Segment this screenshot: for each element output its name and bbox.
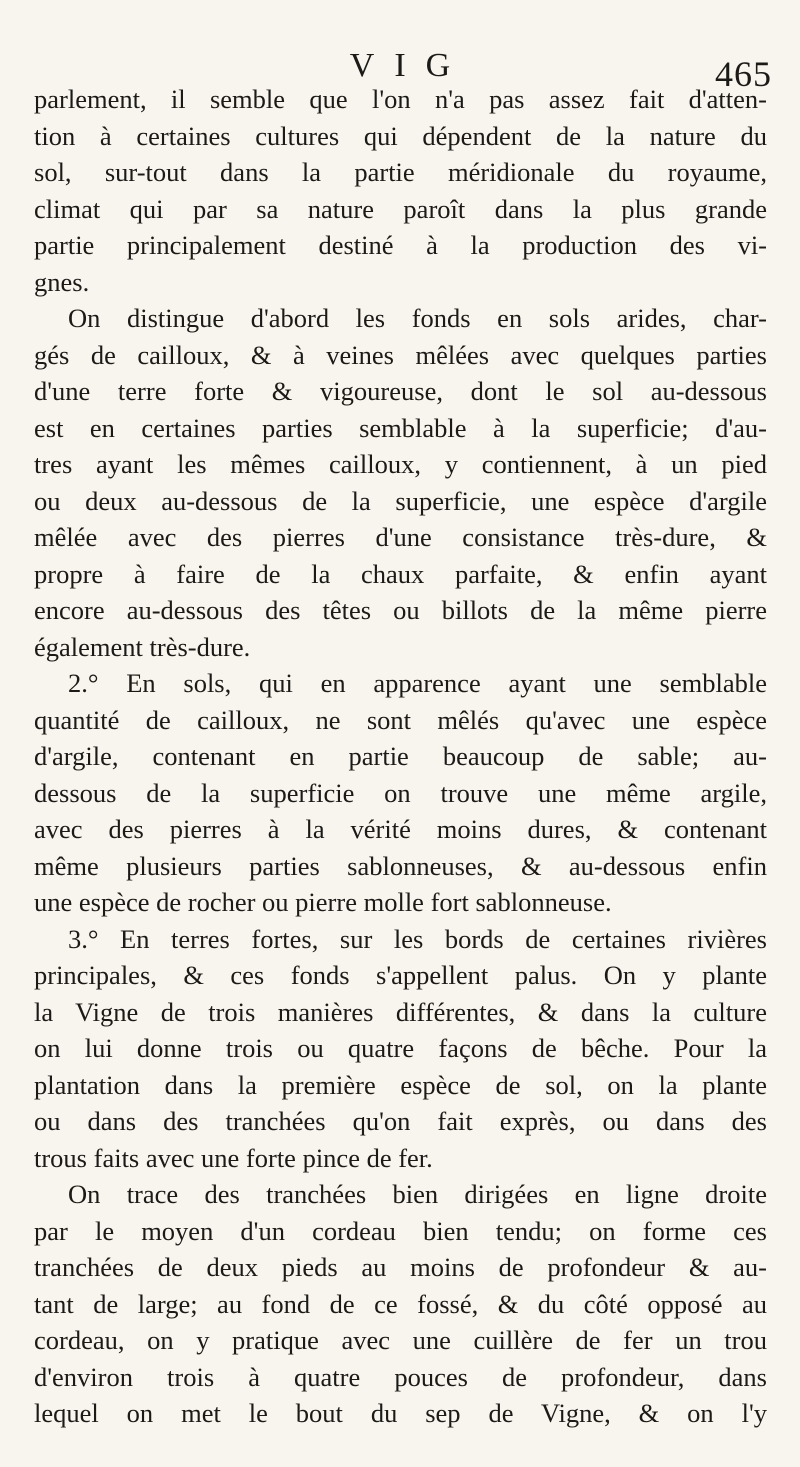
- text-line: gnes.: [34, 266, 90, 297]
- text-line: propre à faire de la chaux parfaite, & enfin ayant: [34, 558, 767, 589]
- body-text: [34, 81, 767, 1432]
- text-line: d'une terre forte & vigoureuse, dont le sol au-dessous: [34, 376, 767, 406]
- text-line: d'environ trois à quatre pouces de profondeur, dans: [34, 1361, 767, 1392]
- text-line: principales, & ces fonds s'appellent palus. On y plante: [34, 960, 767, 990]
- text-line: lequel on met le bout du sep de Vigne, & on l'y: [34, 1398, 767, 1428]
- text-line: ou dans des tranchées qu'on fait exprès, ou dans des: [34, 1106, 767, 1136]
- text-line: dessous de la superficie on trouve une même argile,: [34, 777, 767, 808]
- text-line: On distingue d'abord les fonds en sols arides, char-: [68, 303, 767, 333]
- page-number: 465: [715, 54, 772, 94]
- running-title: VIG: [349, 47, 471, 84]
- text-line: quantité de cailloux, ne sont mêlés qu'avec une espèce: [34, 704, 767, 735]
- text-line: par le moyen d'un cordeau bien tendu; on forme ces: [34, 1215, 767, 1246]
- text-line: 3.° En terres fortes, sur les bords de certaines rivières: [68, 923, 767, 954]
- text-line: est en certaines parties semblable à la superficie; d'au-: [34, 412, 767, 443]
- text-line: partie principalement destiné à la production des vi-: [34, 230, 767, 260]
- text-line: sol, sur-tout dans la partie méridionale du royaume,: [34, 157, 767, 187]
- text-line: également très-dure.: [34, 631, 251, 662]
- text-line: encore au-dessous des têtes ou billots de la même pierre: [34, 595, 767, 625]
- text-line: même plusieurs parties sablonneuses, & au-dessous enfin: [34, 850, 767, 881]
- text-line: avec des pierres à la vérité moins dures, & contenant: [34, 814, 767, 844]
- text-line: tion à certaines cultures qui dépendent de la nature du: [34, 120, 767, 151]
- text-line: gés de cailloux, & à veines mêlées avec quelques parties: [34, 339, 767, 370]
- text-line: parlement, il semble que l'on n'a pas assez fait d'atten-: [34, 84, 767, 114]
- text-line: plantation dans la première espèce de sol, on la plante: [34, 1069, 767, 1100]
- text-line: 2.° En sols, qui en apparence ayant une semblable: [68, 668, 767, 698]
- text-line: on lui donne trois ou quatre façons de bêche. Pour la: [34, 1033, 767, 1063]
- text-line: On trace des tranchées bien dirigées en ligne droite: [68, 1179, 767, 1209]
- text-line: climat qui par sa nature paroît dans la plus grande: [34, 193, 767, 224]
- text-line: mêlée avec des pierres d'une consistance très-dure, &: [34, 522, 767, 552]
- text-line: une espèce de rocher ou pierre molle fort sablonneuse.: [34, 887, 612, 917]
- text-line: ou deux au-dessous de la superficie, une espèce d'argile: [34, 485, 767, 516]
- text-line: cordeau, on y pratique avec une cuillère de fer un trou: [34, 1325, 767, 1355]
- text-line: d'argile, contenant en partie beaucoup de sable; au-: [34, 741, 767, 771]
- text-line: tant de large; au fond de ce fossé, & du côté opposé au: [34, 1288, 767, 1319]
- text-line: la Vigne de trois manières différentes, & dans la culture: [34, 996, 767, 1027]
- text-line: tres ayant les mêmes cailloux, y contiennent, à un pied: [34, 449, 767, 479]
- text-line: tranchées de deux pieds au moins de profondeur & au-: [34, 1252, 767, 1282]
- text-line: trous faits avec une forte pince de fer.: [34, 1142, 433, 1173]
